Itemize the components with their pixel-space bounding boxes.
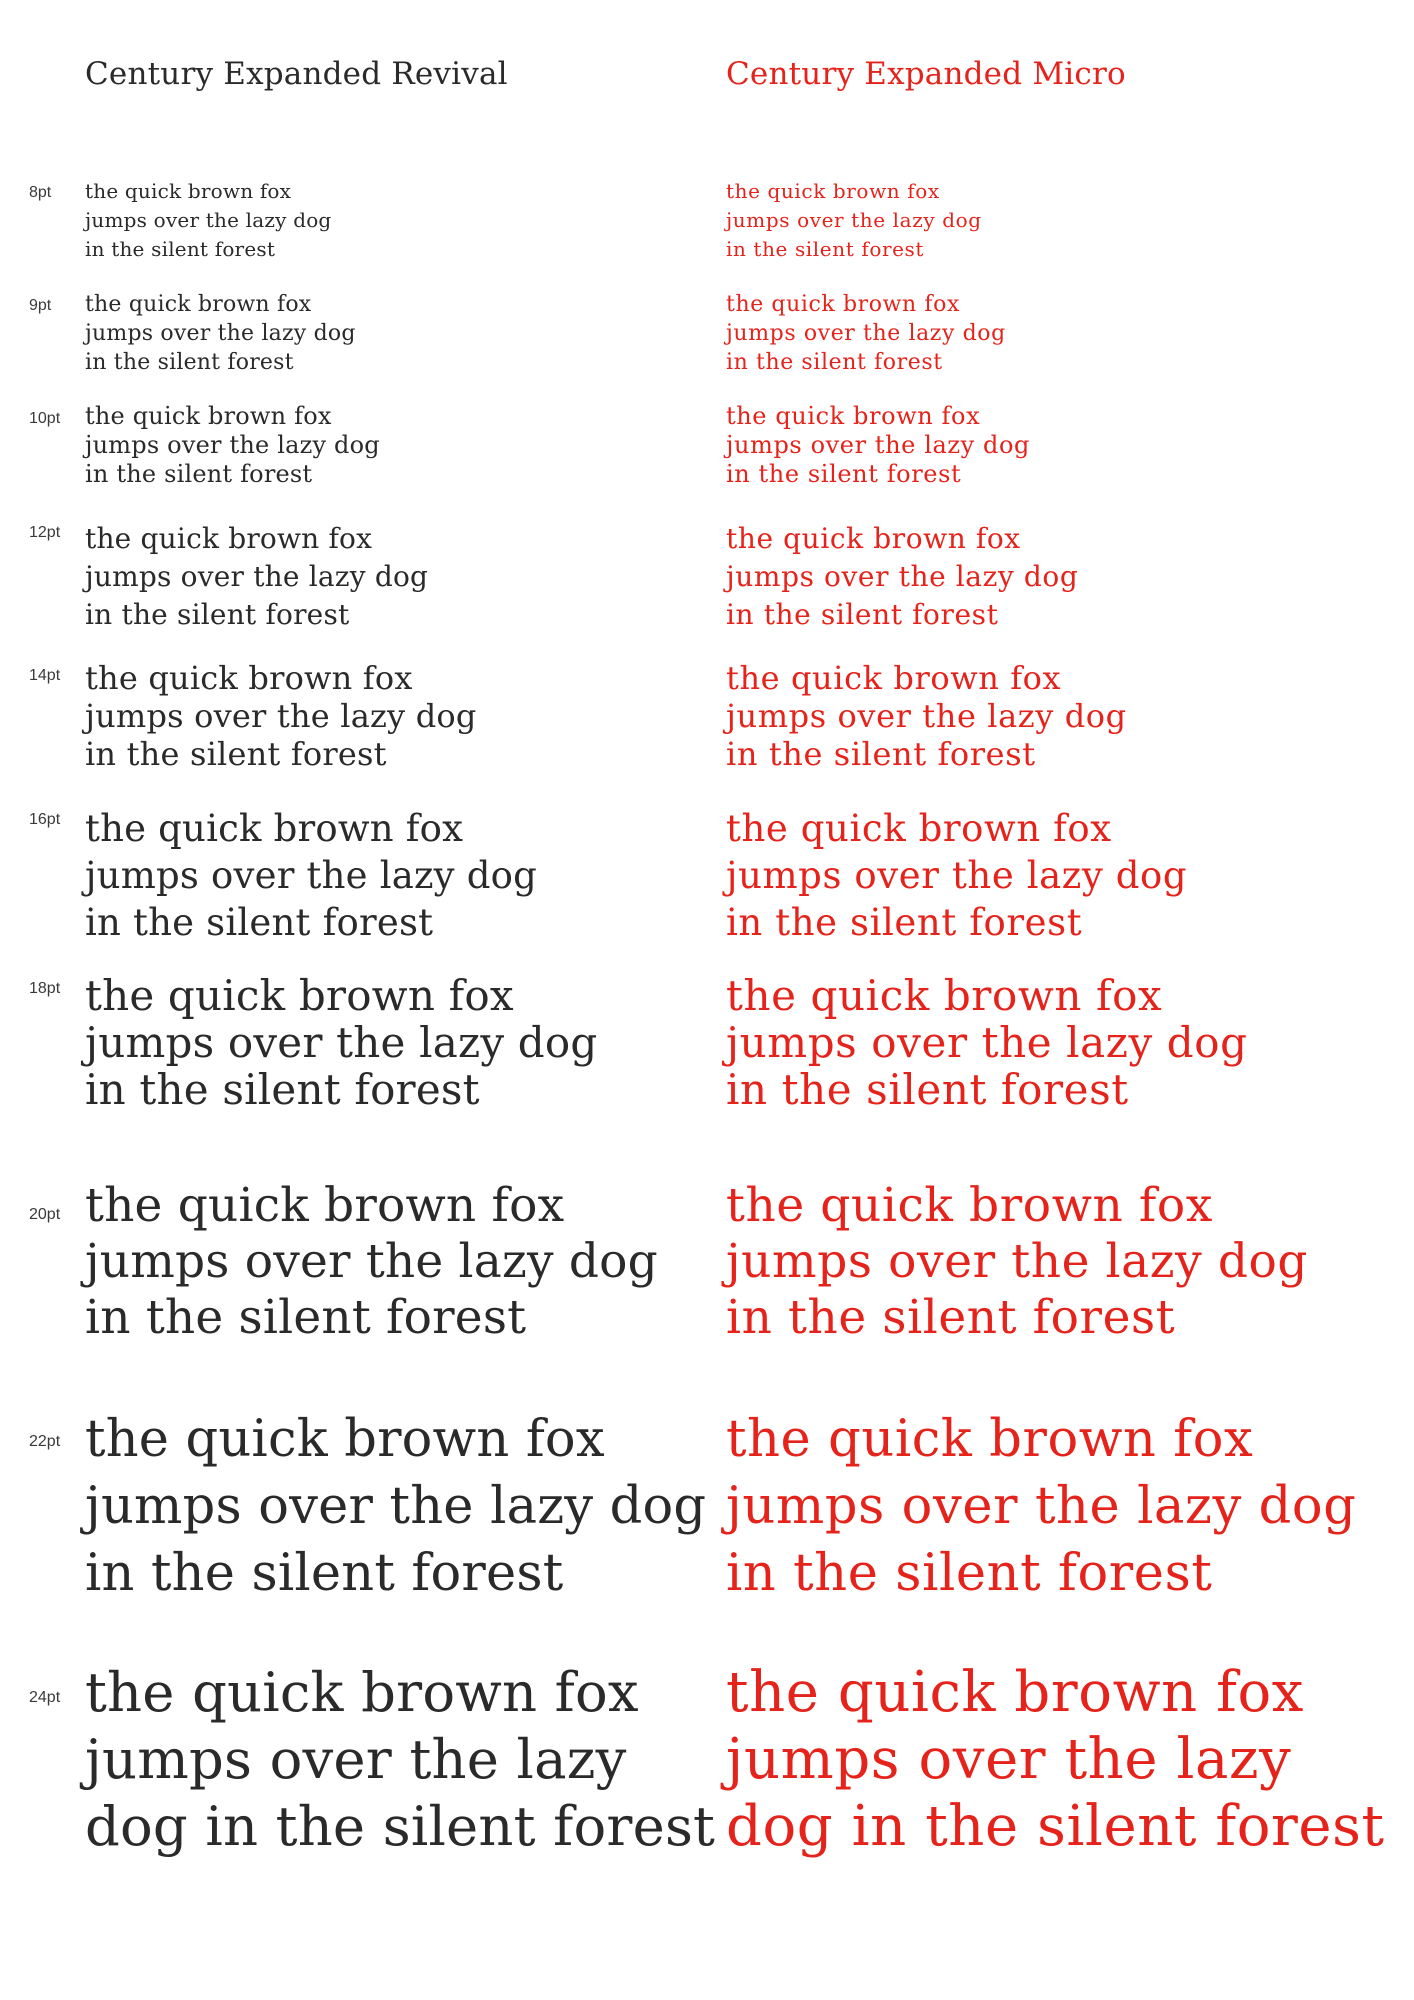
specimen-line: jumps over the lazy dog <box>726 431 1031 459</box>
specimen-micro-12pt <box>726 520 1078 634</box>
specimen-revival-22pt <box>85 1406 706 1607</box>
specimen-line: jumps over the lazy dog <box>85 1477 707 1536</box>
specimen-line: jumps over the lazy dog <box>726 208 982 232</box>
size-label-20pt: 20pt <box>29 1206 61 1223</box>
specimen-line: in the silent forest <box>726 350 943 375</box>
specimen-line: in the silent forest <box>726 598 999 631</box>
specimen-line: the quick brown fox <box>726 807 1112 850</box>
specimen-line: in the silent forest <box>85 1065 480 1114</box>
size-label-10pt: 10pt <box>29 410 61 427</box>
specimen-line: jumps over the lazy <box>85 1728 627 1791</box>
specimen-line: jumps over the lazy dog <box>85 1018 598 1067</box>
specimen-micro-22pt <box>726 1406 1356 1607</box>
specimen-line: the quick brown fox <box>85 659 413 697</box>
size-label-12pt: 12pt <box>29 524 61 541</box>
specimen-line: the quick brown fox <box>726 659 1062 697</box>
specimen-line: jumps over the lazy dog <box>726 1234 1309 1289</box>
specimen-line: the quick brown fox <box>726 971 1163 1020</box>
specimen-line: in the silent forest <box>85 1544 564 1603</box>
specimen-revival-16pt <box>85 805 537 946</box>
specimen-micro-20pt <box>726 1178 1308 1346</box>
specimen-line: the quick brown fox <box>85 971 514 1020</box>
specimen-line: the quick brown fox <box>85 1178 565 1233</box>
specimen-line: in the silent forest <box>726 1290 1176 1345</box>
specimen-line: the quick brown fox <box>726 1660 1304 1725</box>
specimen-line: jumps over the lazy dog <box>726 1477 1357 1536</box>
specimen-line: jumps over the lazy dog <box>85 431 380 459</box>
size-label-24pt: 24pt <box>29 1689 61 1706</box>
specimen-line: the quick brown fox <box>726 1178 1213 1233</box>
specimen-line: the quick brown fox <box>726 179 940 203</box>
specimen-line: in the silent forest <box>726 1065 1129 1114</box>
specimen-line: in the silent forest <box>726 1544 1213 1603</box>
specimen-line: in the silent forest <box>85 460 313 488</box>
specimen-line: the quick brown fox <box>85 179 292 203</box>
specimen-line: the quick brown fox <box>85 1661 639 1724</box>
specimen-line: jumps over the lazy dog <box>85 697 477 735</box>
size-label-8pt: 8pt <box>29 184 52 201</box>
specimen-line: jumps over the lazy <box>726 1727 1292 1792</box>
specimen-revival-9pt <box>85 290 356 377</box>
size-label-18pt: 18pt <box>29 980 61 997</box>
size-label-22pt: 22pt <box>29 1433 61 1450</box>
specimen-line: jumps over the lazy dog <box>726 854 1188 897</box>
specimen-line: the quick brown fox <box>85 522 373 555</box>
specimen-line: jumps over the lazy dog <box>726 321 1006 346</box>
specimen-line: in the silent forest <box>726 901 1083 944</box>
specimen-revival-14pt <box>85 659 477 773</box>
specimen-line: jumps over the lazy dog <box>85 321 356 346</box>
specimen-revival-18pt <box>85 972 597 1113</box>
specimen-line: the quick brown fox <box>85 402 332 430</box>
specimen-revival-20pt <box>85 1178 658 1346</box>
specimen-micro-9pt <box>726 290 1006 377</box>
size-label-16pt: 16pt <box>29 811 61 828</box>
specimen-revival-24pt <box>85 1659 715 1860</box>
specimen-line: the quick brown fox <box>85 1410 605 1469</box>
size-label-14pt: 14pt <box>29 667 61 684</box>
specimen-micro-10pt <box>726 402 1030 489</box>
specimen-micro-24pt <box>726 1659 1385 1860</box>
specimen-line: jumps over the lazy dog <box>726 697 1127 735</box>
specimen-revival-10pt <box>85 402 380 489</box>
specimen-line: dog in the silent forest <box>85 1795 716 1858</box>
specimen-line: dog in the silent forest <box>726 1794 1385 1859</box>
specimen-line: in the silent forest <box>85 901 434 944</box>
specimen-line: the quick brown fox <box>726 402 981 430</box>
specimen-line: jumps over the lazy dog <box>85 854 537 897</box>
specimen-line: the quick brown fox <box>726 1410 1254 1469</box>
specimen-revival-12pt <box>85 520 428 634</box>
specimen-line: in the silent forest <box>85 350 294 375</box>
specimen-line: in the silent forest <box>85 735 387 773</box>
specimen-line: in the silent forest <box>726 237 925 261</box>
specimen-line: in the silent forest <box>85 598 350 631</box>
specimen-line: the quick brown fox <box>85 807 464 850</box>
specimen-line: in the silent forest <box>726 735 1036 773</box>
specimen-line: jumps over the lazy dog <box>85 208 332 232</box>
specimen-line: in the silent forest <box>85 237 276 261</box>
specimen-line: the quick brown fox <box>726 522 1021 555</box>
specimen-line: in the silent forest <box>726 460 962 488</box>
specimen-line: jumps over the lazy dog <box>85 560 429 593</box>
specimen-line: jumps over the lazy dog <box>85 1234 658 1289</box>
specimen-line: the quick brown fox <box>85 292 312 317</box>
specimen-revival-8pt <box>85 177 331 264</box>
specimen-micro-14pt <box>726 659 1127 773</box>
specimen-line: jumps over the lazy dog <box>726 560 1079 593</box>
specimen-line: in the silent forest <box>85 1290 527 1345</box>
specimen-micro-18pt <box>726 972 1248 1113</box>
size-label-9pt: 9pt <box>29 297 52 314</box>
specimen-line: jumps over the lazy dog <box>726 1018 1248 1067</box>
specimen-micro-8pt <box>726 177 982 264</box>
header-revival: Century Expanded Revival <box>85 56 508 92</box>
header-micro: Century Expanded Micro <box>726 56 1126 92</box>
specimen-micro-16pt <box>726 805 1187 946</box>
specimen-line: the quick brown fox <box>726 292 960 317</box>
